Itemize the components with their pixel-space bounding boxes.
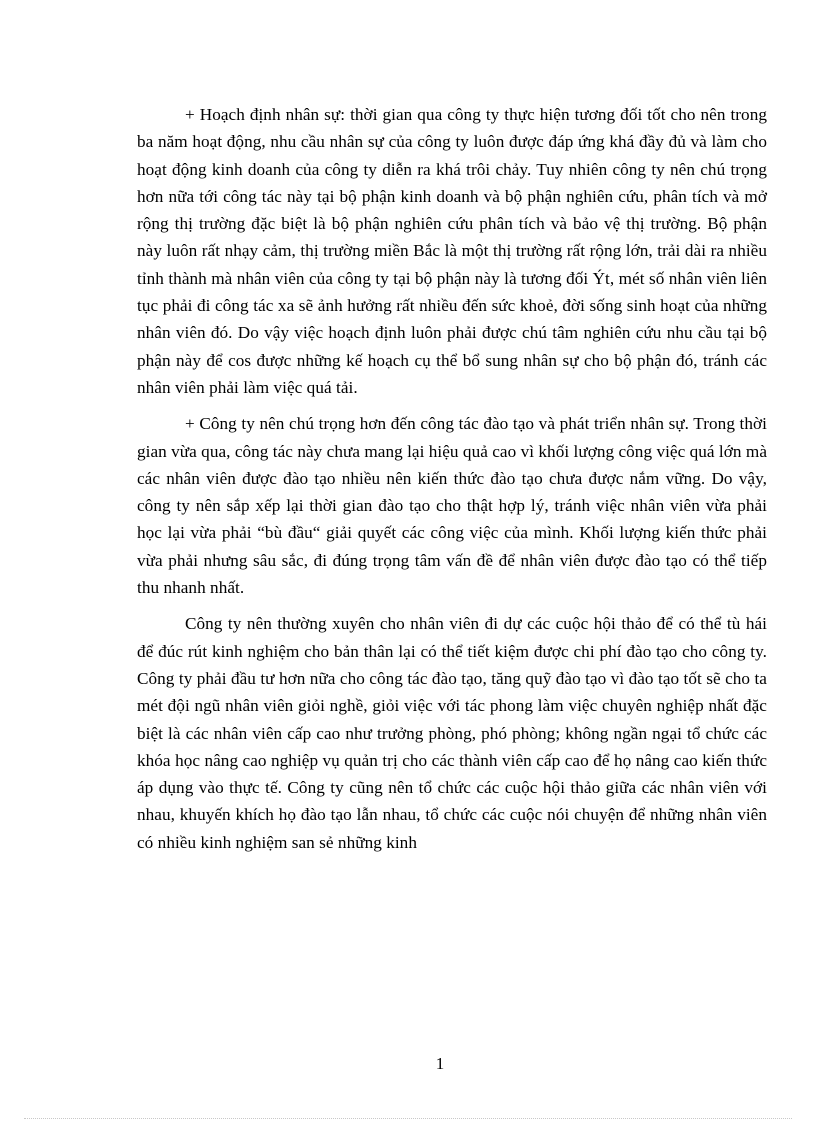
- paragraph-training-development: + Công ty nên chú trọng hơn đến công tác đào tạo và phát triển nhân sự. Trong thời gian vừa qua, công tác này chưa mang lại hiệu quả cao vì khối lượng công việc quá lớn mà các nhân viên được đào tạo nhiều nên kiến thức đào tạo chưa được nắm vững. Do vậy, công ty nên sắp xếp lại thời gian đào tạo cho thật hợp lý, tránh việc nhân viên vừa phải học lại vừa phải “bù đầu“ giải quyết các công việc của mình. Khối lượng kiến thức phải vừa phải nhưng sâu sắc, đi đúng trọng tâm vấn đề để nhân viên được đào tạo có thể tiếp thu nhanh nhất.: [137, 414, 767, 598]
- paragraph-hr-planning: + Hoạch định nhân sự: thời gian qua công ty thực hiện tương đối tốt cho nên trong ba năm hoạt động, nhu cầu nhân sự của công ty luôn được đáp ứng khá đầy đủ và làm cho hoạt động kinh doanh của công ty diễn ra khá trôi chảy. Tuy nhiên công ty nên chú trọng hơn nữa tới công tác này tại bộ phận kinh doanh và bộ phận nghiên cứu, phân tích và mở rộng thị trường đặc biệt là bộ phận nghiên cứu phân tích và bảo vệ thị trường. Bộ phận này luôn rất nhạy cảm, thị trường miền Bắc là một thị trường rất rộng lớn, trải dài ra nhiều tỉnh thành mà nhân viên của công ty tại bộ phận này là tương đối Ýt, mét số nhân viên liên tục phải đi công tác xa sẽ ảnh hưởng rất nhiều đến sức khoẻ, đời sống sinh hoạt của những nhân viên đó. Do vậy việc hoạch định luôn phải được chú tâm nghiên cứu nhu cầu tại bộ phận này để cos được những kế hoạch cụ thể bổ sung nhân sự cho bộ phận đó, tránh các nhân viên phải làm việc quá tải.: [137, 105, 767, 397]
- footer-divider: [24, 1118, 792, 1119]
- document-body: [137, 101, 767, 865]
- paragraph-seminars: Công ty nên thường xuyên cho nhân viên đi dự các cuộc hội thảo để có thể tù hái để đúc rút kinh nghiệm cho bản thân lại có thể tiết kiệm được chi phí đào tạo cho công ty. Công ty phải đầu tư hơn nữa cho công tác đào tạo, tăng quỹ đào tạo vì đào tạo tốt sẽ cho ta mét đội ngũ nhân viên giỏi nghề, giỏi việc với tác phong làm việc chuyên nghiệp nhất đặc biệt là các nhân viên cấp cao như trưởng phòng, phó phòng; không ngần ngại tổ chức các khóa học nâng cao nghiệp vụ quản trị cho các thành viên cấp cao để họ nâng cao kiến thức áp dụng vào thực tế. Công ty cũng nên tổ chức các cuộc hội thảo giữa các nhân viên với nhau, khuyến khích họ đào tạo lẫn nhau, tổ chức các cuộc nói chuyện để những nhân viên có nhiều kinh nghiệm san sẻ những kinh: [137, 614, 767, 852]
- page-number: 1: [435, 1054, 445, 1073]
